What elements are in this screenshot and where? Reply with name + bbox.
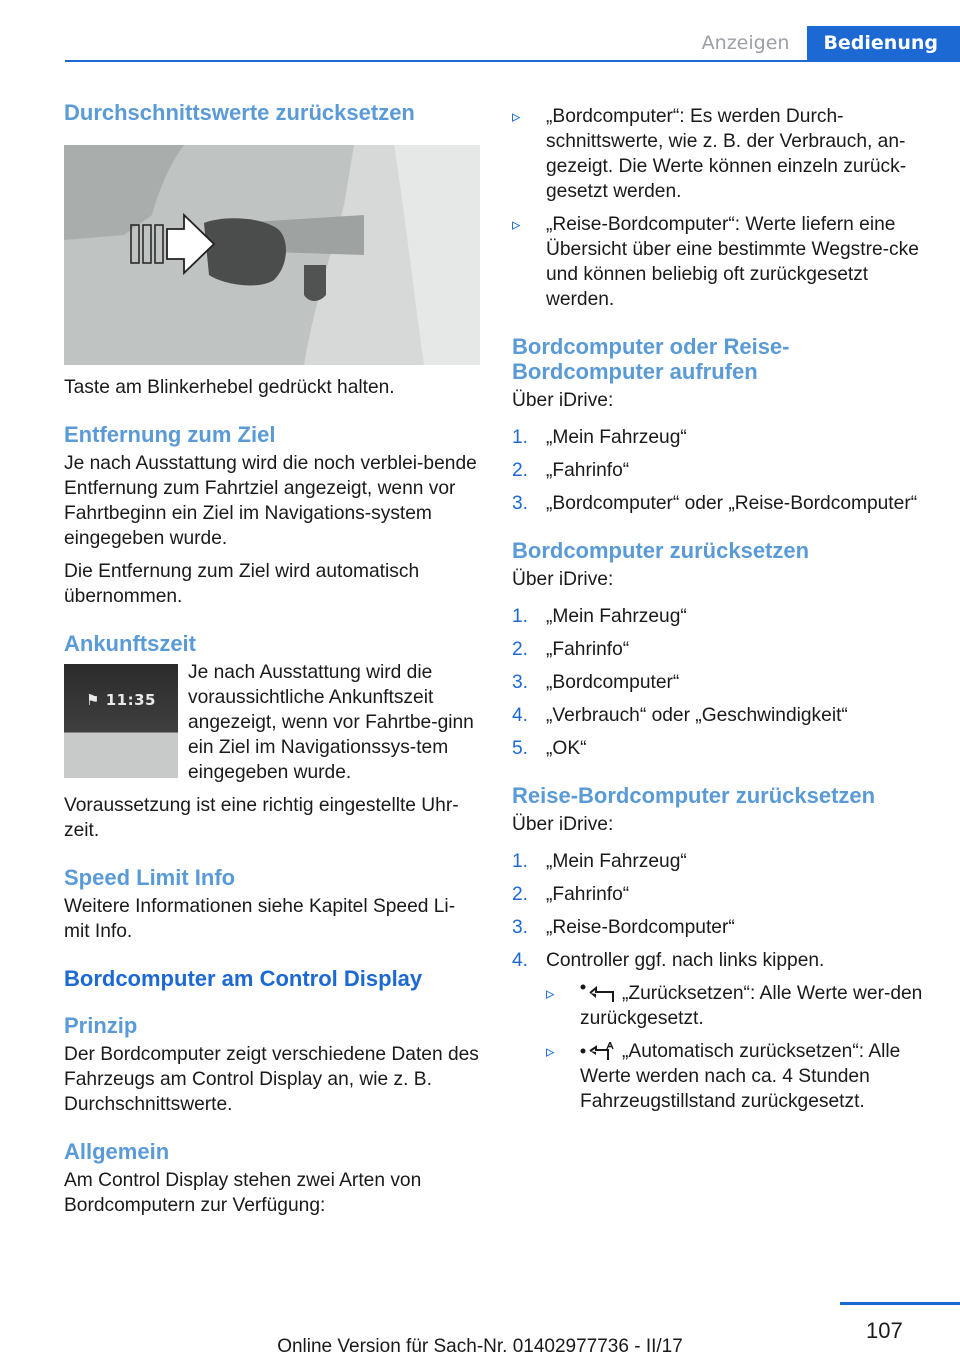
paragraph-entfernung-2: Die Entfernung zum Ziel wird automatisch übernommen.: [64, 561, 420, 607]
intro-aufrufen: Über iDrive:: [512, 390, 614, 411]
step-number: 3.: [512, 917, 529, 938]
step-number: 2.: [512, 460, 529, 481]
step-number: 3.: [512, 672, 529, 693]
header-tabs: [684, 26, 960, 60]
section-heading-reise-zuruecksetzen: Reise-Bordcomputer zurücksetzen: [512, 783, 876, 808]
step-text: „Fahrinfo“: [546, 460, 630, 481]
list-item: [512, 604, 924, 629]
sub-list: [546, 981, 924, 1114]
paragraph-allgemein: Am Control Display stehen zwei Arten von Bordcomputern zur Verfügung:: [64, 1170, 422, 1216]
bullet-marker: ▹: [546, 984, 555, 1003]
steps-reise-zuruecksetzen: [512, 849, 924, 1114]
section-heading-durchschnittswerte: Durchschnittswerte zurücksetzen: [64, 100, 415, 125]
step-number: 5.: [512, 738, 529, 759]
list-item: [512, 637, 924, 662]
list-item: [512, 425, 924, 450]
step-number: 2.: [512, 884, 529, 905]
step-number: 2.: [512, 639, 529, 660]
bullet-marker: ▹: [546, 1042, 555, 1061]
section-heading-allgemein: Allgemein: [64, 1139, 170, 1164]
steps-bordcomputer-zuruecksetzen: [512, 604, 924, 761]
list-item: [512, 948, 924, 1114]
step-text: „Fahrinfo“: [546, 639, 630, 660]
bullet-marker: ▹: [512, 215, 521, 234]
turn-signal-lever-image: [64, 145, 480, 365]
list-item: [512, 670, 924, 695]
ankunftszeit-block: [64, 660, 480, 793]
step-text: „Bordcomputer“ oder „Reise-Bordcomputer“: [546, 493, 918, 514]
step-text: „Reise-Bordcomputer“: [546, 917, 735, 938]
intro-bordcomputer-zuruecksetzen: Über iDrive:: [512, 569, 614, 590]
list-item: [512, 849, 924, 874]
step-text: „Mein Fahrzeug“: [546, 427, 687, 448]
paragraph-entfernung-1: Je nach Ausstattung wird die noch verblei‐bende Entfernung zum Fahrtziel angezeigt, wenn vor Fahrtbeginn ein Ziel im Navigations‐system eingegeben wurde.: [64, 453, 477, 549]
paragraph-prinzip: Der Bordcomputer zeigt verschiedene Daten des Fahrzeugs am Control Display an, wie z. B. Durchschnittswerte.: [64, 1044, 479, 1115]
step-text: „Bordcomputer“: [546, 672, 680, 693]
step-number: 4.: [512, 950, 529, 971]
intro-reise-zuruecksetzen: Über iDrive:: [512, 814, 614, 835]
turn-signal-lever-illustration: [64, 145, 480, 365]
list-item-text: „Reise-Bordcomputer“: Werte liefern eine Übersicht über eine bestimmte Wegstre‐cke und können beliebig oft zurückgesetzt werden.: [546, 214, 919, 310]
left-column: [64, 100, 480, 1226]
arrival-time-value: 11:35: [105, 691, 156, 709]
list-item: [512, 915, 924, 940]
list-item-text: „Bordcomputer“: Es werden Durch‐schnittswerte, wie z. B. der Verbrauch, an‐gezeigt. Die Werte können einzeln zurück‐gesetzt werden.: [546, 106, 907, 202]
step-number: 1.: [512, 606, 529, 627]
reset-icon: [580, 984, 616, 1002]
flag-icon: ⚑: [86, 691, 106, 709]
list-item: [512, 882, 924, 907]
right-column: [512, 104, 924, 1122]
step-number: 1.: [512, 851, 529, 872]
sub-item-content: [580, 1039, 924, 1114]
paragraph-ankunftszeit-1: Je nach Ausstattung wird die voraussichtliche Ankunftszeit angezeigt, wenn vor Fahrtbe‐ginn ein Ziel im Navigationssys‐tem eingegeben wurde.: [188, 662, 474, 783]
list-item: [546, 1039, 924, 1114]
step-text: „Mein Fahrzeug“: [546, 851, 687, 872]
step-number: 3.: [512, 493, 529, 514]
paragraph-speed-limit: Weitere Informationen siehe Kapitel Speed Li‐mit Info.: [64, 896, 456, 942]
bullet-marker: ▹: [512, 107, 521, 126]
tab-bedienung[interactable]: Bedienung: [807, 26, 960, 60]
header-rule: [65, 60, 960, 62]
step-text: Controller ggf. nach links kippen.: [546, 950, 825, 971]
step-text: „OK“: [546, 738, 587, 759]
list-item: [512, 104, 924, 204]
steps-aufrufen: [512, 425, 924, 516]
list-item: [512, 703, 924, 728]
section-heading-entfernung: Entfernung zum Ziel: [64, 422, 276, 447]
sub-item-content: [580, 981, 924, 1031]
image-caption: Taste am Blinkerhebel gedrückt halten.: [64, 377, 395, 398]
section-heading-bordcomputer: Bordcomputer am Control Display: [64, 966, 423, 991]
section-heading-aufrufen: Bordcomputer oder Reise-Bordcomputer aufrufen: [512, 334, 790, 384]
arrival-time-readout: [64, 688, 178, 713]
section-heading-bordcomputer-zuruecksetzen: Bordcomputer zurücksetzen: [512, 538, 810, 563]
step-text: „Verbrauch“ oder „Geschwindigkeit“: [546, 705, 848, 726]
list-item: [512, 212, 924, 312]
step-text: „Mein Fahrzeug“: [546, 606, 687, 627]
tab-anzeigen[interactable]: Anzeigen: [701, 32, 790, 54]
page-number: 107: [866, 1318, 903, 1343]
bordcomputer-types-list: [512, 104, 924, 312]
list-item: [512, 736, 924, 761]
section-heading-ankunftszeit: Ankunftszeit: [64, 631, 196, 656]
footer-rule: [840, 1302, 960, 1305]
sub-item-text: „Zurücksetzen“: Alle Werte wer‐den zurückgesetzt.: [580, 983, 923, 1029]
auto-reset-icon: [580, 1042, 616, 1060]
paragraph-ankunftszeit-2: Voraussetzung ist eine richtig eingestellte Uhr‐zeit.: [64, 795, 459, 841]
list-item: [546, 981, 924, 1031]
online-version-footer: Online Version für Sach-Nr. 01402977736 - II/17: [277, 1336, 683, 1357]
step-number: 1.: [512, 427, 529, 448]
section-heading-prinzip: Prinzip: [64, 1013, 138, 1038]
section-heading-speed-limit: Speed Limit Info: [64, 865, 236, 890]
list-item: [512, 491, 924, 516]
list-item: [512, 458, 924, 483]
sub-item-text: „Automatisch zurücksetzen“: Alle Werte werden nach ca. 4 Stunden Fahrzeugstillstand zurückgesetzt.: [580, 1041, 901, 1112]
arrival-time-display: [64, 664, 178, 778]
step-text: „Fahrinfo“: [546, 884, 630, 905]
step-number: 4.: [512, 705, 529, 726]
